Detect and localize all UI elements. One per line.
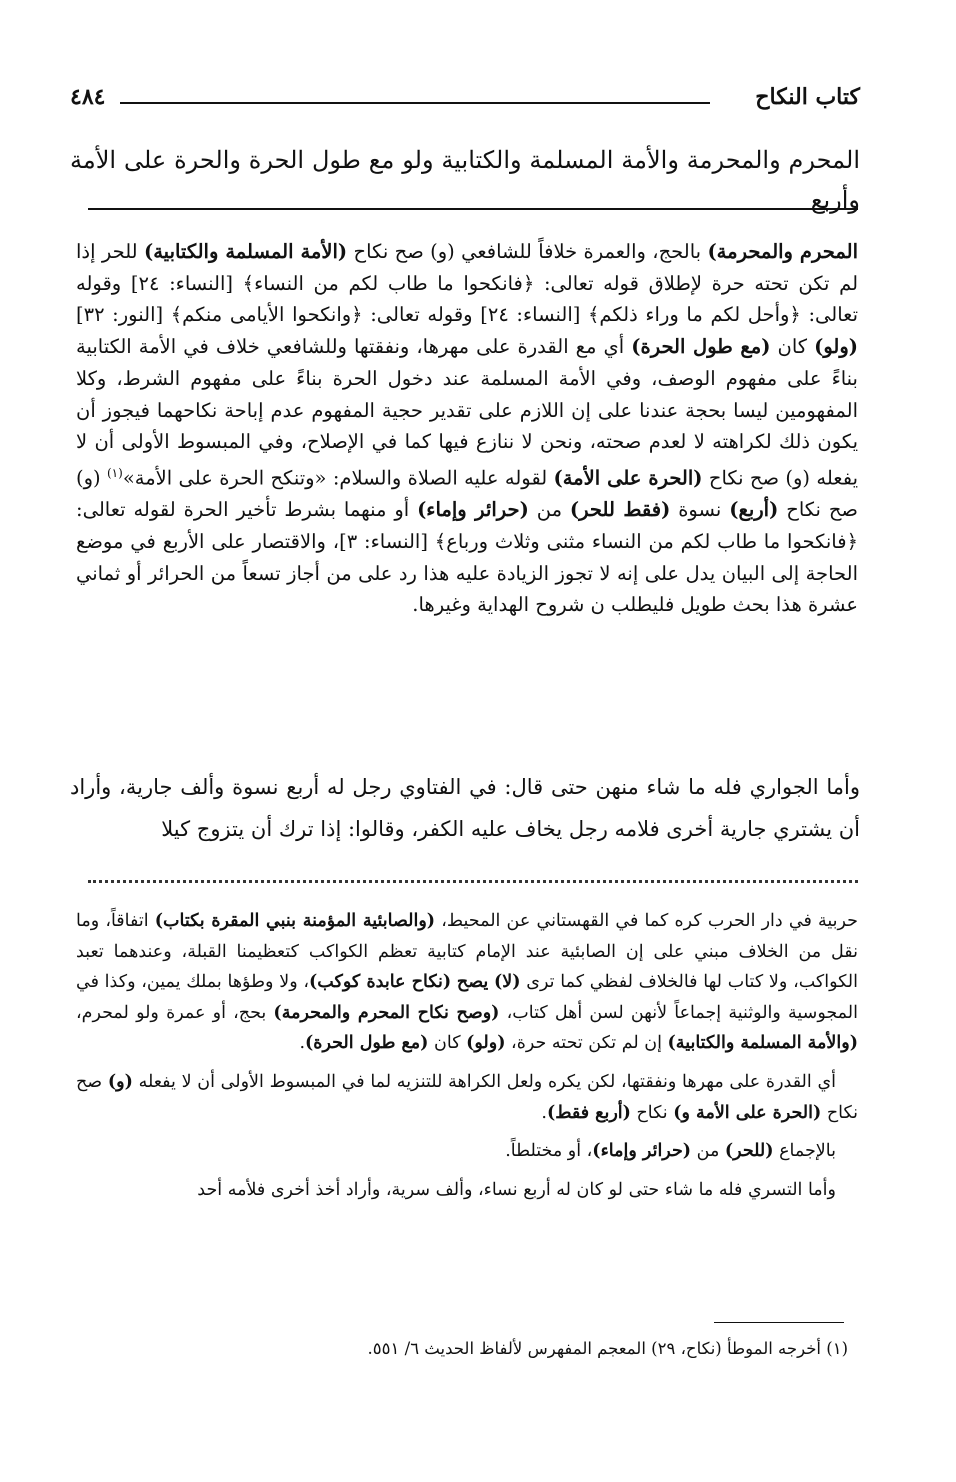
hashiya-text: . bbox=[299, 1033, 306, 1054]
hashiya-text: كان bbox=[428, 1033, 467, 1054]
sharh-bold-term: (الحرة على الأمة) bbox=[553, 466, 703, 490]
sharh-text: نسوة bbox=[670, 498, 730, 522]
hashiya-text: صح نكاح bbox=[76, 1071, 858, 1123]
sharh-text: كان bbox=[770, 335, 815, 359]
matn-continuation-text: وأما الجواري فله ما شاء منهن حتى قال: في الفتاوي رجل له أربع نسوة وألف جارية، وأراد أن يشتري جارية أخرى فلامه رجل يخاف عليه الكفر، وقالوا: إذا ترك أن يتزوج كيلا bbox=[70, 775, 860, 841]
hashiya-bold-term: (مع طول الحرة) bbox=[305, 1033, 429, 1054]
hashiya-bold-term: (وصح نكاح المحرم والمحرمة) bbox=[273, 1002, 500, 1023]
hashiya-bold-term: (نكاح عابدة كوكب) bbox=[309, 972, 452, 993]
sharh-bold-term: (أربع) bbox=[729, 498, 779, 522]
sharh-text: بالحج، والعمرة خلافاً للشافعي (و) صح نكاح bbox=[347, 240, 708, 263]
hashiya-bold-term: (أربع فقط) bbox=[546, 1102, 631, 1123]
page-header bbox=[70, 84, 860, 118]
sharh-text: للحر إذا لم تكن تحته حرة لإطلاق قوله تعالى: ﴿فانكحوا ما طاب لكم من النساء﴾ [النساء: ٢٤] وقوله تعالى: ﴿وأحل لكم ما وراء ذلكم﴾ [النساء: ٢٤] وقوله تعالى: ﴿وانكحوا الأيامى منكم﴾ [النور: ٣٢] bbox=[76, 240, 859, 327]
footnote bbox=[300, 1336, 848, 1362]
hashiya-bold-term: (لا) bbox=[494, 972, 521, 993]
sharh-text: أي مع القدرة على مهرها، ونفقتها وللشافعي خلاف في الأمة الكتابية بناءً على مفهوم الوصف، وفي الأمة المسلمة عند دخول الحرة بناءً على مفهوم الشرط، وكلا المفهومين ليسا بحجة عندنا على إن اللازم على تقدير حجية المفهوم عدم إباحة نكاحهما فيجوز أن يكون ذلك لكراهته لا لعدم صحته، ونحن لا ننازع فيها كما في الإصلاح، وفي المبسوط الأولى أن لا يفعله (و) صح نكاح bbox=[76, 335, 858, 490]
sharh-bold-term: (فقط للحر) bbox=[569, 498, 671, 522]
hashiya-paragraph bbox=[76, 1175, 858, 1206]
hashiya-text: بالإجماع bbox=[773, 1141, 836, 1162]
hashiya-text: وأما التسري فله ما شاء حتى لو كان له أربع نساء، وألف سرية، وأراد أخذ أخرى فلأمه أحد bbox=[197, 1179, 836, 1200]
sharh-bold-term: المحرم والمحرمة) bbox=[707, 240, 858, 263]
hashiya-text: ، ولا وطؤها بملك يمين، وكذا في المجوسية والوثنية إجماعاً لأنهن لسن أهل كتاب، bbox=[76, 972, 858, 1023]
hashiya-paragraph bbox=[76, 906, 858, 1059]
footnote-text: (١) أخرجه الموطأ (نكاح، ٢٩) المعجم المفهرس لألفاظ الحديث ٦/ ٥٥١. bbox=[367, 1339, 848, 1358]
hashiya-text: ، أو مختلطاً. bbox=[505, 1141, 593, 1162]
sharh-text: لقوله عليه الصلاة والسلام: «وتنكح الحرة على الأمة» bbox=[122, 466, 554, 490]
matn-line: المحرم والمحرمة والأمة المسلمة والكتابية ولو مع طول الحرة والحرة على الأمة وأربع bbox=[70, 146, 860, 214]
hashiya-text: نكاح bbox=[630, 1102, 674, 1123]
header-rule bbox=[120, 102, 710, 104]
sharh-commentary bbox=[76, 236, 858, 621]
hashiya-paragraph bbox=[76, 1067, 858, 1128]
hashiya-bold-term: (و) bbox=[107, 1071, 133, 1092]
hashiya-bold-term: (الحرة على الأمة و) bbox=[673, 1102, 822, 1123]
footnote-rule bbox=[714, 1322, 844, 1323]
hashiya-text: . bbox=[541, 1102, 547, 1123]
hashiya-text: من bbox=[691, 1141, 725, 1162]
hashiya-bold-term: (حرائر وإماء) bbox=[592, 1141, 692, 1162]
hashiya-bold-term: (ولو) bbox=[466, 1033, 506, 1054]
sharh-bold-term: (ولو) bbox=[814, 335, 858, 359]
hashiya-bold-term: (للحر) bbox=[724, 1141, 774, 1162]
hashiya-bold-term: يصح bbox=[456, 972, 489, 993]
hashiya-text: حربية في دار الحرب كره كما في القهستاني عن المحيط، bbox=[435, 911, 858, 931]
hashiya-text: أي القدرة على مهرها ونفقتها، لكن يكره ولعل الكراهة للتنزيه لما في المبسوط الأولى أن لا يفعله bbox=[132, 1071, 837, 1092]
sharh-text: أو منهما بشرط تأخير الحرة لقوله تعالى: ﴿فانكحوا ما طاب لكم من النساء مثنى وثلاث ورباع﴾ [النساء: ٣]، والاقتصار على الأربع في موضع الحاجة إلى البيان يدل على إنه لا تجوز الزيادة عليه هذا رد على من أجاز تسعاً من الحرائر أو ثماني عشرة هذا بحث طويل فليطلب ن شروح الهداية وغيرها. bbox=[76, 498, 858, 617]
hashiya-bold-term: (والصابئية المؤمنة بنبي المقرة بكتاب) bbox=[154, 911, 436, 931]
running-title: كتاب النكاح bbox=[755, 84, 860, 110]
footnote-marker: (١) bbox=[106, 465, 123, 480]
matn-separator-rule bbox=[88, 208, 858, 210]
hashiya-paragraph bbox=[76, 1136, 858, 1167]
sharh-bold-term: (مع طول الحرة) bbox=[631, 335, 771, 359]
sharh-text: (و) صح نكاح bbox=[76, 466, 858, 522]
hashiya-text: إن لم تكن تحته حرة، bbox=[505, 1033, 668, 1054]
hashiya-gloss bbox=[76, 906, 858, 1205]
hashiya-bold-term: (والأمة المسلمة والكتابية) bbox=[667, 1033, 858, 1054]
page-number: ٤٨٤ bbox=[70, 84, 106, 110]
hashiya-text: اتفاقاً، وما نقل من الخلاف مبني على إن الصابئية عند الإمام كتابية تعظم الكواكب كتعظيمنا القبلة، وعندهما تعبد الكواكب، ولا كتاب لها فالخلاف لفظي كما ترى bbox=[76, 911, 858, 993]
dotted-separator bbox=[88, 880, 858, 883]
sharh-bold-term: (حرائر وإماء) bbox=[417, 498, 529, 522]
sharh-text: من bbox=[528, 498, 570, 522]
hashiya-text: بحج، أو عمرة ولو لمحرم، bbox=[76, 1002, 274, 1023]
sharh-bold-term: (الأمة المسلمة والكتابية) bbox=[144, 240, 348, 263]
matn-continuation bbox=[70, 766, 860, 850]
